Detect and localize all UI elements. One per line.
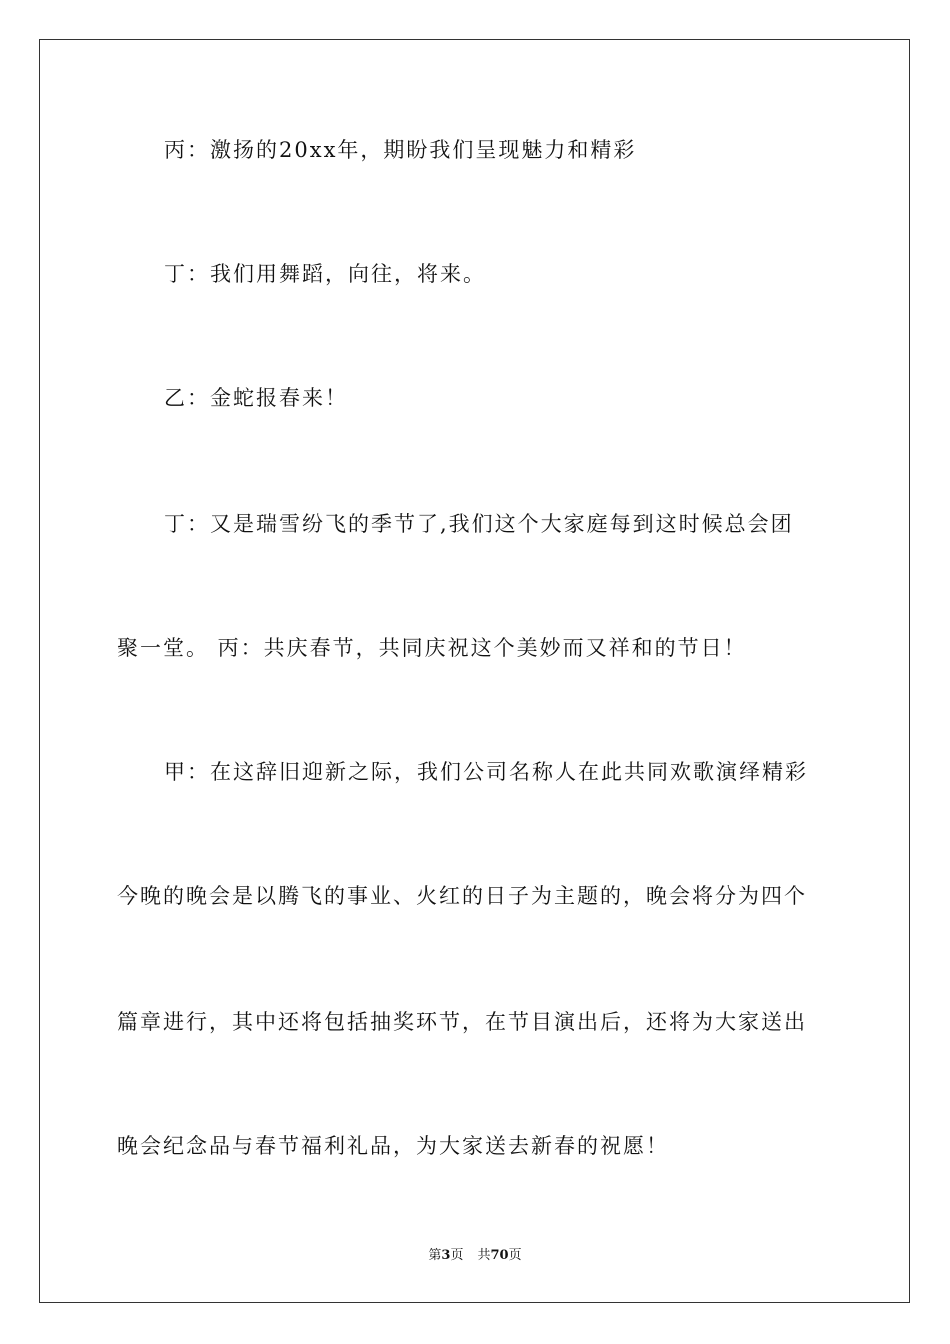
paragraph-line: 丁：我们用舞蹈，向往，将来。 [164, 262, 486, 286]
paragraph-line: 晚会纪念品与春节福利礼品，为大家送去新春的祝愿！ [117, 1134, 669, 1158]
page-border [39, 39, 910, 1303]
paragraph-line: 乙：金蛇报春来！ [164, 386, 348, 410]
total-suffix: 页 [508, 1248, 522, 1263]
paragraph-line: 丙：激扬的20xx年，期盼我们呈现魅力和精彩 [164, 138, 637, 162]
page-footer [0, 1247, 950, 1265]
total-prefix: 共 [477, 1248, 491, 1263]
current-page-number: 3 [441, 1248, 451, 1263]
paragraph-line: 篇章进行，其中还将包括抽奖环节，在节目演出后，还将为大家送出 [117, 1010, 807, 1034]
paragraph-line: 聚一堂。 丙：共庆春节，共同庆祝这个美妙而又祥和的节日！ [117, 636, 747, 660]
paragraph-line: 今晚的晚会是以腾飞的事业、火红的日子为主题的，晚会将分为四个 [117, 884, 807, 908]
page-prefix: 第 [428, 1248, 442, 1263]
paragraph-line: 丁：又是瑞雪纷飞的季节了,我们这个大家庭每到这时候总会团 [164, 512, 794, 536]
paragraph-line: 甲：在这辞旧迎新之际，我们公司名称人在此共同欢歌演绎精彩 [164, 760, 808, 784]
page-suffix: 页 [450, 1248, 464, 1263]
total-page-count: 70 [490, 1248, 509, 1263]
